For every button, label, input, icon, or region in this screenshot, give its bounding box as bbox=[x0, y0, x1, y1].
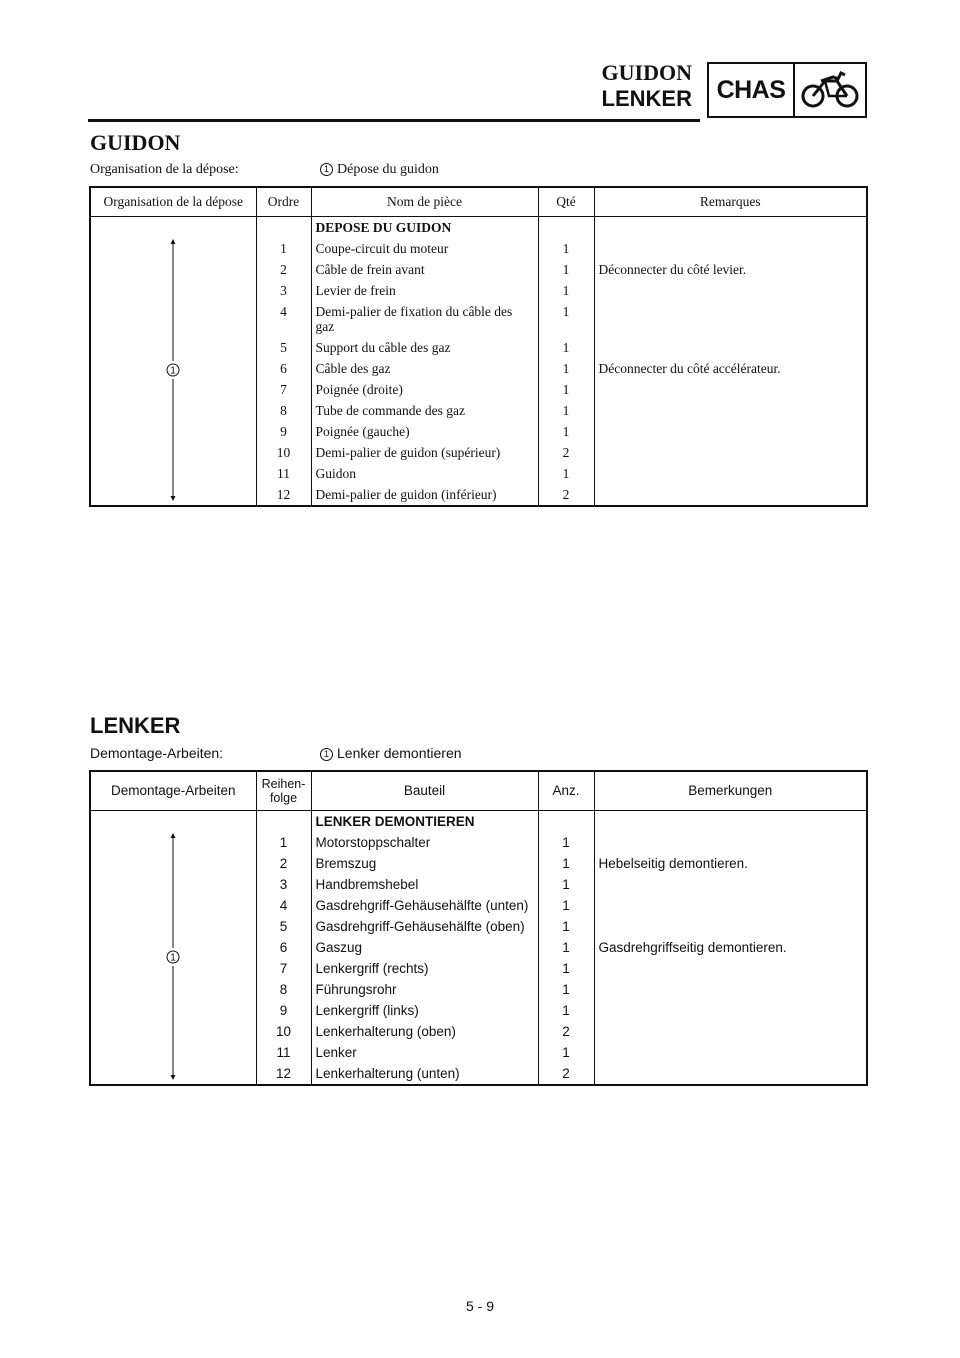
remark-cell: Hebelseitig demontieren. bbox=[598, 856, 748, 871]
qty-cell: 1 bbox=[538, 421, 594, 442]
remark-cell bbox=[594, 916, 867, 937]
subtitle-label: Demontage-Arbeiten: bbox=[90, 745, 224, 761]
remark-cell bbox=[594, 379, 867, 400]
arrow-head-up bbox=[171, 239, 176, 244]
chapter-badge bbox=[707, 62, 867, 118]
part-name-cell: Bremszug bbox=[311, 853, 538, 874]
qty-cell: 1 bbox=[538, 337, 594, 358]
chapter-badge-label: CHAS bbox=[709, 64, 795, 116]
part-name-cell: Gasdrehgriff-Gehäusehälfte (unten) bbox=[311, 895, 538, 916]
part-name-cell: Motorstoppschalter bbox=[311, 832, 538, 853]
part-name-cell: Gaszug bbox=[311, 937, 538, 958]
parts-table-fr bbox=[89, 186, 868, 507]
part-name-cell: Lenkerhalterung (oben) bbox=[311, 1021, 538, 1042]
remark-cell bbox=[594, 238, 867, 259]
part-name-cell: Lenkerhalterung (unten) bbox=[311, 1063, 538, 1085]
group-marker-number: 1 bbox=[170, 365, 176, 377]
operation-range-arrow bbox=[91, 217, 256, 505]
remark-cell bbox=[594, 811, 867, 833]
remark-cell bbox=[594, 979, 867, 1000]
qty-cell: 1 bbox=[538, 238, 594, 259]
range-arrow-graphic bbox=[91, 811, 256, 1084]
order-cell: 11 bbox=[256, 1042, 311, 1063]
remark-cell bbox=[594, 1021, 867, 1042]
section-subtitle-fr bbox=[90, 162, 439, 178]
remark-cell bbox=[594, 400, 867, 421]
col-header-order: Ordre bbox=[256, 187, 311, 217]
qty-cell: 1 bbox=[538, 259, 594, 280]
qty-cell: 2 bbox=[538, 1063, 594, 1085]
qty-cell: 1 bbox=[538, 280, 594, 301]
qty-cell: 1 bbox=[538, 400, 594, 421]
remark-cell bbox=[594, 1000, 867, 1021]
remark-cell bbox=[594, 484, 867, 506]
order-cell bbox=[256, 811, 311, 833]
remark-cell: Gasdrehgriffseitig demontieren. bbox=[598, 940, 787, 955]
qty-cell: 1 bbox=[538, 937, 594, 958]
col-header-part-name: Bauteil bbox=[311, 771, 538, 811]
operation-group-cell bbox=[90, 811, 256, 1086]
order-cell: 2 bbox=[256, 853, 311, 874]
qty-cell: 2 bbox=[538, 442, 594, 463]
remark-cell bbox=[594, 958, 867, 979]
order-cell: 1 bbox=[256, 832, 311, 853]
remark-cell bbox=[594, 442, 867, 463]
section-row-title: LENKER DEMONTIEREN bbox=[311, 811, 538, 833]
qty-cell bbox=[538, 217, 594, 239]
range-arrow-graphic bbox=[91, 217, 256, 505]
part-name-cell: Demi-palier de guidon (inférieur) bbox=[311, 484, 538, 506]
group-marker-number: 1 bbox=[170, 952, 176, 964]
remark-cell bbox=[594, 895, 867, 916]
remark-cell: Déconnecter du côté levier. bbox=[598, 262, 747, 277]
order-cell: 9 bbox=[256, 1000, 311, 1021]
subtitle-value bbox=[320, 745, 462, 761]
part-name-cell: Levier de frein bbox=[311, 280, 538, 301]
qty-cell: 1 bbox=[538, 853, 594, 874]
qty-cell: 1 bbox=[538, 379, 594, 400]
order-cell: 9 bbox=[256, 421, 311, 442]
operation-range-arrow bbox=[91, 811, 256, 1084]
remark-cell bbox=[594, 217, 867, 239]
arrow-head-down bbox=[171, 1075, 176, 1080]
subtitle-text: Lenker demontieren bbox=[337, 745, 462, 761]
part-name-cell: Support du câble des gaz bbox=[311, 337, 538, 358]
remark-cell bbox=[594, 421, 867, 442]
order-cell: 2 bbox=[256, 259, 311, 280]
section-subtitle-de bbox=[90, 745, 462, 761]
circled-number-marker: 1 bbox=[320, 163, 333, 176]
qty-cell: 1 bbox=[538, 1000, 594, 1021]
remark-cell bbox=[594, 832, 867, 853]
header-title-fr: GUIDON bbox=[601, 60, 692, 85]
order-cell bbox=[256, 217, 311, 239]
order-cell: 4 bbox=[256, 301, 311, 337]
order-cell: 1 bbox=[256, 238, 311, 259]
col-header-order: Reihen- folge bbox=[256, 771, 311, 811]
col-header-qty: Qté bbox=[538, 187, 594, 217]
order-cell: 6 bbox=[256, 937, 311, 958]
part-name-cell: Lenkergriff (links) bbox=[311, 1000, 538, 1021]
part-name-cell: Coupe-circuit du moteur bbox=[311, 238, 538, 259]
qty-cell: 1 bbox=[538, 358, 594, 379]
operation-group-cell bbox=[90, 217, 256, 507]
page-number: 5 - 9 bbox=[465, 1298, 494, 1314]
part-name-cell: Poignée (droite) bbox=[311, 379, 538, 400]
parts-table-de bbox=[89, 770, 868, 1086]
remark-cell bbox=[594, 1063, 867, 1085]
part-name-cell: Poignée (gauche) bbox=[311, 421, 538, 442]
order-cell: 8 bbox=[256, 979, 311, 1000]
order-cell: 12 bbox=[256, 1063, 311, 1085]
col-header-remarks: Bemerkungen bbox=[594, 771, 867, 811]
arrow-head-up bbox=[171, 833, 176, 838]
part-name-cell: Führungsrohr bbox=[311, 979, 538, 1000]
remark-cell bbox=[594, 337, 867, 358]
section-title-de: LENKER bbox=[90, 713, 181, 738]
order-cell: 5 bbox=[256, 337, 311, 358]
header-rule bbox=[88, 119, 700, 122]
motorcycle-icon bbox=[795, 64, 865, 116]
part-name-cell: Lenker bbox=[311, 1042, 538, 1063]
arrow-head-down bbox=[171, 496, 176, 501]
part-name-cell: Handbremshebel bbox=[311, 874, 538, 895]
circled-number-marker: 1 bbox=[320, 748, 333, 761]
col-header-qty: Anz. bbox=[538, 771, 594, 811]
qty-cell: 1 bbox=[538, 463, 594, 484]
order-cell: 5 bbox=[256, 916, 311, 937]
section-title-fr: GUIDON bbox=[90, 130, 181, 155]
remark-cell bbox=[594, 874, 867, 895]
order-cell: 12 bbox=[256, 484, 311, 506]
qty-cell: 1 bbox=[538, 895, 594, 916]
part-name-cell: Câble de frein avant bbox=[311, 259, 538, 280]
subtitle-label: Organisation de la dépose: bbox=[90, 162, 239, 177]
part-name-cell: Lenkergriff (rechts) bbox=[311, 958, 538, 979]
remark-cell bbox=[594, 301, 867, 337]
col-header-remarks: Remarques bbox=[594, 187, 867, 217]
remark-cell bbox=[594, 1042, 867, 1063]
order-cell: 6 bbox=[256, 358, 311, 379]
qty-cell: 2 bbox=[538, 484, 594, 506]
table-row bbox=[90, 811, 867, 833]
table-row bbox=[90, 217, 867, 239]
subtitle-value bbox=[320, 162, 439, 178]
order-cell: 11 bbox=[256, 463, 311, 484]
qty-cell: 1 bbox=[538, 916, 594, 937]
order-cell: 8 bbox=[256, 400, 311, 421]
qty-cell: 1 bbox=[538, 979, 594, 1000]
table-header-row bbox=[90, 187, 867, 217]
qty-cell: 1 bbox=[538, 958, 594, 979]
part-name-cell: Tube de commande des gaz bbox=[311, 400, 538, 421]
header-title-de: LENKER bbox=[601, 86, 692, 111]
part-name-cell: Gasdrehgriff-Gehäusehälfte (oben) bbox=[311, 916, 538, 937]
part-name-cell: Demi-palier de guidon (supérieur) bbox=[311, 442, 538, 463]
subtitle-text: Dépose du guidon bbox=[337, 162, 439, 177]
qty-cell: 1 bbox=[538, 1042, 594, 1063]
order-cell: 3 bbox=[256, 280, 311, 301]
col-header-operation: Organisation de la dépose bbox=[90, 187, 256, 217]
col-header-operation: Demontage-Arbeiten bbox=[90, 771, 256, 811]
order-cell: 3 bbox=[256, 874, 311, 895]
remark-cell bbox=[594, 463, 867, 484]
qty-cell bbox=[538, 811, 594, 833]
section-row-title: DEPOSE DU GUIDON bbox=[311, 217, 538, 239]
remark-cell: Déconnecter du côté accélérateur. bbox=[598, 361, 781, 376]
qty-cell: 1 bbox=[538, 874, 594, 895]
order-cell: 7 bbox=[256, 958, 311, 979]
remark-cell bbox=[594, 280, 867, 301]
order-cell: 4 bbox=[256, 895, 311, 916]
part-name-cell: Guidon bbox=[311, 463, 538, 484]
part-name-cell: Câble des gaz bbox=[311, 358, 538, 379]
qty-cell: 1 bbox=[538, 832, 594, 853]
part-name-cell: Demi-palier de fixation du câble des gaz bbox=[311, 301, 538, 337]
order-cell: 10 bbox=[256, 442, 311, 463]
order-cell: 7 bbox=[256, 379, 311, 400]
table-header-row bbox=[90, 771, 867, 811]
order-cell: 10 bbox=[256, 1021, 311, 1042]
qty-cell: 2 bbox=[538, 1021, 594, 1042]
col-header-part-name: Nom de pièce bbox=[311, 187, 538, 217]
qty-cell: 1 bbox=[538, 301, 594, 337]
